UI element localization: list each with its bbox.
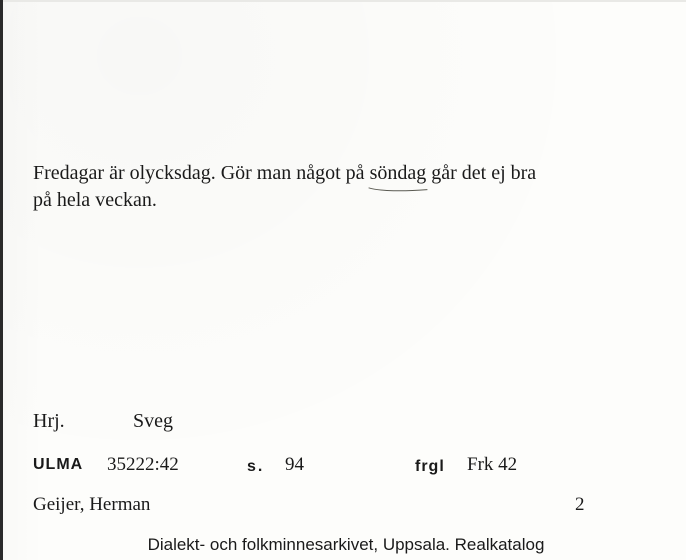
card-number: 2 <box>575 494 585 515</box>
collector-name: Geijer, Herman <box>33 494 151 515</box>
body-line-2: på hela veckan. <box>33 189 157 211</box>
page-number: 94 <box>285 454 304 475</box>
questionnaire-label: frgl <box>415 458 445 475</box>
archive-label: ULMA <box>33 456 84 473</box>
card-top-edge <box>3 0 686 2</box>
place-name: Sveg <box>133 410 173 432</box>
page-label: s. <box>247 458 265 475</box>
underlined-word-text: söndag <box>369 162 427 184</box>
underlined-word <box>370 160 427 187</box>
parish-abbreviation: Hrj. <box>33 410 65 432</box>
body-line-1 <box>33 160 673 187</box>
body-line-1-start: Fredagar är olycksdag. Gör man något på <box>33 162 370 184</box>
archive-number: 35222:42 <box>107 454 179 475</box>
card-body-text <box>33 160 673 214</box>
questionnaire-value: Frk 42 <box>467 454 518 475</box>
archive-footer: Dialekt- och folkminnesarkivet, Uppsala. Realkatalog <box>147 535 545 554</box>
body-line-1-end: går det ej bra <box>426 162 537 184</box>
